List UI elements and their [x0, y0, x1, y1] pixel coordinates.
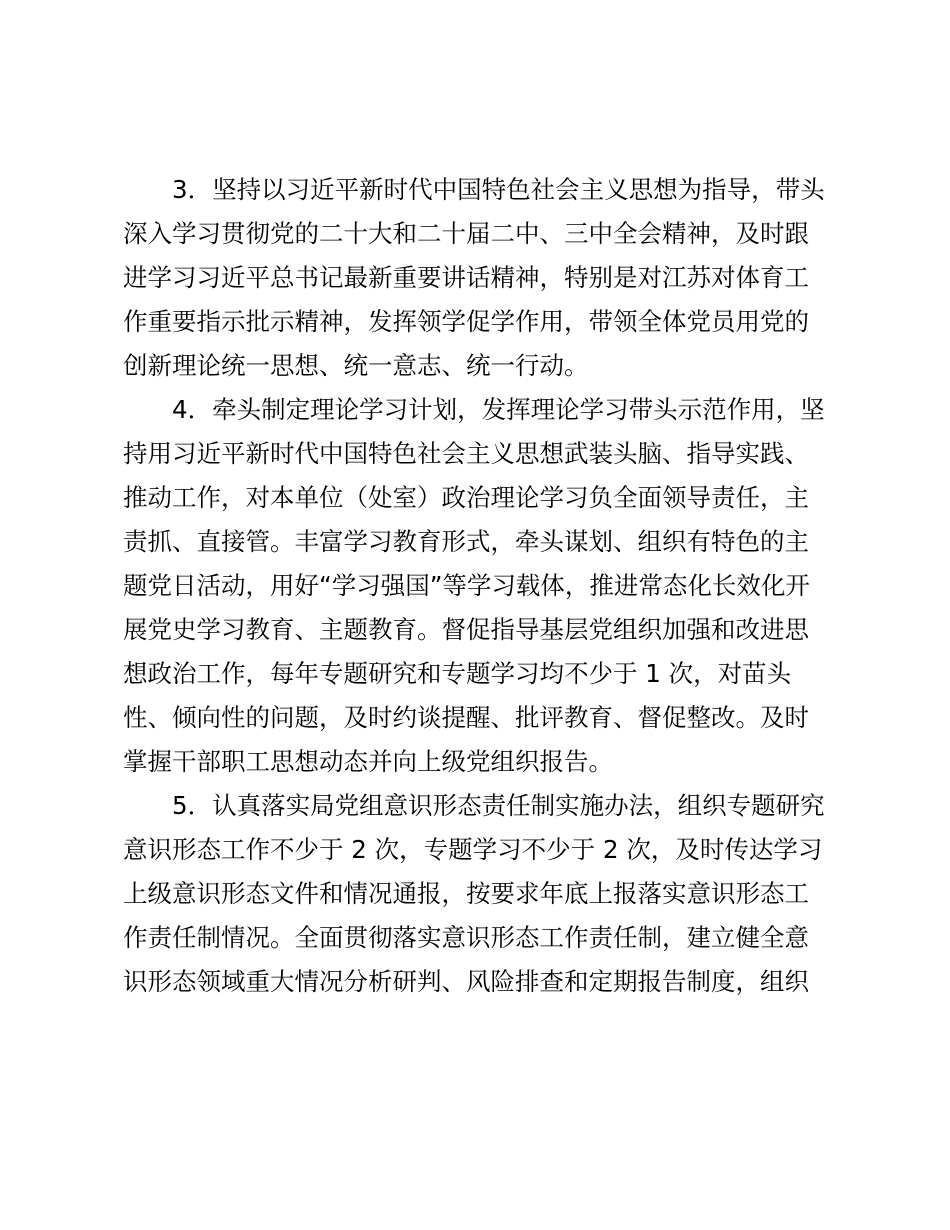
- paragraph-4-line-9: 掌握干部职工思想动态并向上级党组织报告。: [123, 747, 613, 776]
- paragraph-5-line-3: 上级意识形态文件和情况通报，按要求年底上报落实意识形态工: [123, 879, 809, 908]
- paragraph-3-line-2: 深入学习贯彻党的二十大和二十届二中、三中全会精神，及时跟: [123, 219, 809, 248]
- paragraph-4-line-6: 展党史学习教育、主题教育。督促指导基层党组织加强和改进思: [123, 615, 809, 644]
- paragraph-3-line-4: 作重要指示批示精神，发挥领学促学作用，带领全体党员用党的: [123, 307, 809, 336]
- paragraph-3-line-1: 3．坚持以习近平新时代中国特色社会主义思想为指导，带头: [172, 175, 825, 204]
- paragraph-4-line-5: 题党日活动，用好“学习强国”等学习载体，推进常态化长效化开: [123, 571, 810, 600]
- paragraph-3-line-5: 创新理论统一思想、统一意志、统一行动。: [123, 351, 589, 380]
- paragraph-4-line-7: 想政治工作，每年专题研究和专题学习均不少于 1 次，对苗头: [123, 659, 792, 688]
- paragraph-5-line-4: 作责任制情况。全面贯彻落实意识形态工作责任制，建立健全意: [123, 923, 809, 952]
- paragraph-4-line-4: 责抓、直接管。丰富学习教育形式，牵头谋划、组织有特色的主: [123, 527, 809, 556]
- paragraph-4-line-2: 持用习近平新时代中国特色社会主义思想武装头脑、指导实践、: [123, 439, 809, 468]
- paragraph-4-line-1: 4．牵头制定理论学习计划，发挥理论学习带头示范作用，坚: [172, 395, 825, 424]
- paragraph-5-line-1: 5．认真落实局党组意识形态责任制实施办法，组织专题研究: [172, 791, 825, 820]
- paragraph-4-line-8: 性、倾向性的问题，及时约谈提醒、批评教育、督促整改。及时: [123, 703, 809, 732]
- paragraph-5-line-5: 识形态领域重大情况分析研判、风险排查和定期报告制度，组织: [123, 967, 809, 996]
- paragraph-4-line-3: 推动工作，对本单位（处室）政治理论学习负全面领导责任，主: [123, 483, 809, 512]
- paragraph-3-line-3: 进学习习近平总书记最新重要讲话精神，特别是对江苏对体育工: [123, 263, 809, 292]
- paragraph-5-line-2: 意识形态工作不少于 2 次，专题学习不少于 2 次，及时传达学习: [123, 835, 823, 864]
